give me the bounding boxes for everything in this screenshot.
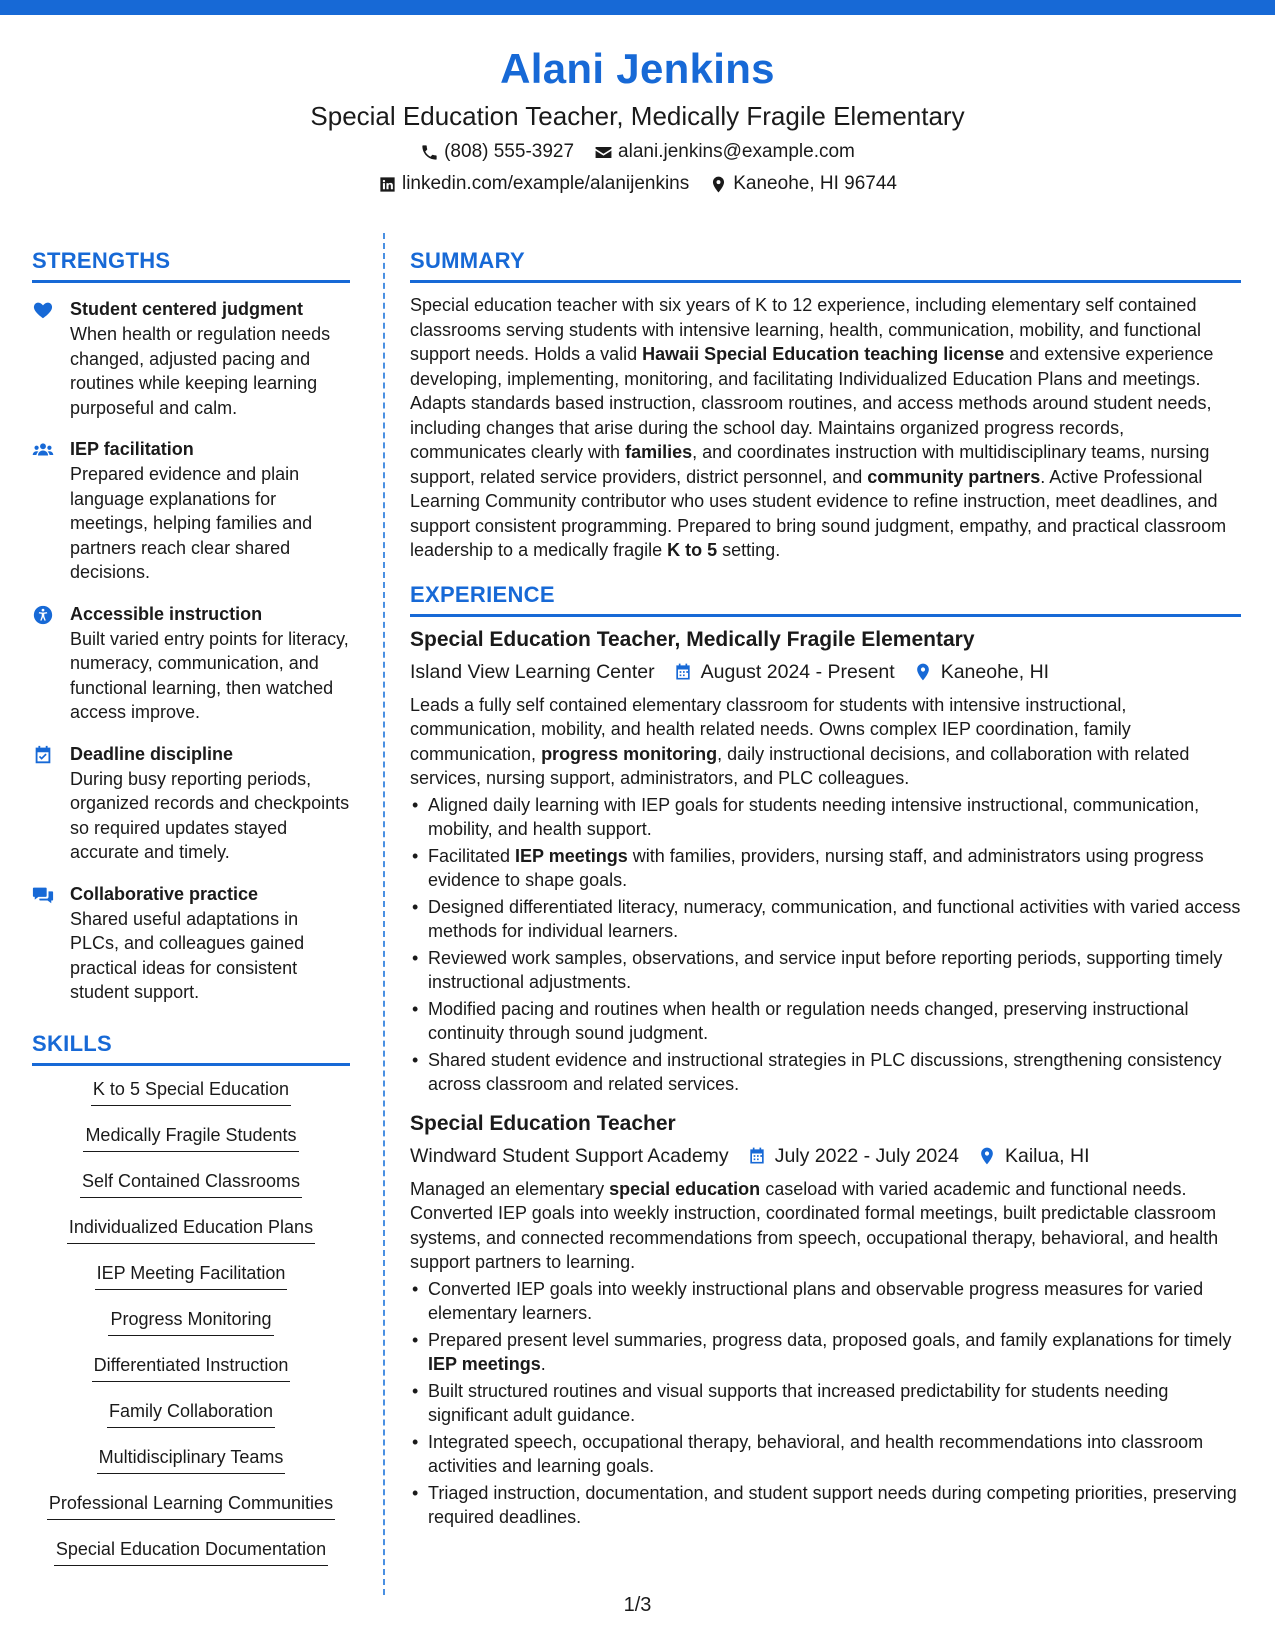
linkedin-icon — [378, 175, 397, 194]
strength-title: Deadline discipline — [70, 743, 234, 764]
linkedin-contact[interactable] — [378, 168, 689, 200]
candidate-title: Special Education Teacher, Medically Fragile Elementary — [310, 101, 965, 131]
job-dates: August 2024 - Present — [700, 660, 895, 683]
job-title: Special Education Teacher — [410, 1111, 676, 1135]
strength-item — [32, 297, 350, 420]
skill-item: Medically Fragile Students — [83, 1122, 298, 1152]
skill-item: Multidisciplinary Teams — [97, 1444, 286, 1474]
summary-heading: SUMMARY — [410, 245, 1241, 283]
experience-heading: EXPERIENCE — [410, 579, 1241, 617]
envelope-icon — [594, 143, 613, 162]
strength-title: IEP facilitation — [70, 439, 194, 459]
heart-icon — [32, 299, 54, 321]
job-title: Special Education Teacher, Medically Fragile Elementary — [410, 627, 975, 651]
top-accent-bar — [0, 0, 1275, 15]
job-bullets — [410, 793, 1241, 1097]
strength-item — [32, 882, 350, 1005]
skills-list — [32, 1076, 350, 1582]
skill-item: Professional Learning Communities — [47, 1490, 335, 1520]
strength-item — [32, 602, 350, 725]
job-location: Kaneohe, HI — [940, 660, 1050, 683]
strength-title: Collaborative practice — [70, 883, 259, 904]
bullet-item: • Prepared present level summaries, progress data, proposed goals, and family explanations for timely IEP meetings. — [410, 1328, 1241, 1377]
map-pin-icon — [913, 662, 933, 682]
job-entry — [410, 1109, 1241, 1530]
job-dates: July 2022 - July 2024 — [774, 1144, 959, 1167]
bullet-item: • Triaged instruction, documentation, and student support needs during competing priorities, preserving required deadlines. — [410, 1481, 1241, 1530]
accessibility-icon — [32, 604, 54, 626]
strength-desc: Prepared evidence and plain language explanations for meetings, helping families and partners reach clear shared decisions. — [70, 464, 313, 582]
phone-icon — [420, 143, 439, 162]
company-name: Windward Student Support Academy — [410, 1144, 729, 1167]
skill-item: Self Contained Classrooms — [80, 1168, 302, 1198]
map-pin-icon — [977, 1146, 997, 1166]
bullet-item: • Aligned daily learning with IEP goals for students needing intensive instructional, communication, mobility, and health support. — [410, 793, 1241, 842]
summary-text: Special education teacher with six years of K to 12 experience, including elementary self contained classrooms serving students with intensive learning, health, communication, mobility, and functional support needs. Holds a valid Hawaii Special Education teaching license and extensive experience developing, implementing, monitoring, and facilitating Individualized Education Plans and meetings. Adapts standards based instruction, classroom routines, and access methods around student needs, including changes that arise during the school day. Maintains organized progress records, communicates clearly with families, and coordinates instruction with multidisciplinary teams, nursing support, related service providers, district personnel, and community partners. Active Professional Learning Community contributor who uses student evidence to refine instruction, meet deadlines, and support consistent programming. Prepared to bring sound judgment, empathy, and practical classroom leadership to a medically fragile K to 5 setting. — [410, 295, 1227, 560]
calendar-icon — [673, 662, 693, 682]
strength-desc: When health or regulation needs changed, adjusted pacing and routines while keeping learning purposeful and calm. — [70, 324, 331, 418]
strength-desc: During busy reporting periods, organized records and checkpoints so required updates stayed accurate and timely. — [70, 768, 350, 862]
bullet-item: • Reviewed work samples, observations, and service input before reporting periods, supporting timely instructional adjustments. — [410, 946, 1241, 995]
job-bullets — [410, 1277, 1241, 1530]
job-meta — [410, 1141, 1241, 1171]
job-meta — [410, 657, 1241, 687]
job-description: Managed an elementary special education caseload with varied academic and functional needs. Converted IEP goals into weekly instruction, coordinated formal meetings, built predictable classroom systems, and connected recommendations from speech, occupational therapy, behavioral, and health support partners to learning. — [410, 1178, 1219, 1272]
bullet-item: • Facilitated IEP meetings with families, providers, nursing staff, and administrators using progress evidence to shape goals. — [410, 844, 1241, 893]
left-column — [32, 245, 350, 1582]
strengths-list — [32, 297, 350, 1005]
skills-heading: SKILLS — [32, 1028, 350, 1066]
skill-item: Individualized Education Plans — [67, 1214, 315, 1244]
contact-row-2 — [0, 168, 1275, 200]
phone-text: (808) 555-3927 — [444, 141, 575, 162]
bullet-item: • Modified pacing and routines when health or regulation needs changed, preserving instructional continuity through sound judgment. — [410, 997, 1241, 1046]
skill-item: Family Collaboration — [107, 1398, 275, 1428]
bullet-item: • Built structured routines and visual supports that increased predictability for students needing significant adult guidance. — [410, 1379, 1241, 1428]
email-link[interactable]: alani.jenkins@example.com — [618, 141, 855, 162]
column-divider — [383, 233, 385, 1595]
right-column — [410, 245, 1241, 1532]
map-pin-icon — [709, 175, 728, 194]
bullet-item: • Integrated speech, occupational therapy, behavioral, and health recommendations into classroom activities and learning goals. — [410, 1430, 1241, 1479]
strength-title: Accessible instruction — [70, 603, 263, 624]
email-contact[interactable] — [594, 136, 855, 168]
bullet-item: • Shared student evidence and instructional strategies in PLC discussions, strengthening consistency across classroom and related services. — [410, 1048, 1241, 1097]
contact-row-1 — [0, 136, 1275, 168]
phone-contact — [420, 136, 574, 168]
company-name: Island View Learning Center — [410, 660, 655, 683]
skill-item: Differentiated Instruction — [92, 1352, 291, 1382]
users-icon — [32, 439, 54, 461]
linkedin-link[interactable]: linkedin.com/example/alanijenkins — [401, 173, 690, 194]
page-number: 1/3 — [623, 1594, 652, 1616]
calendar-check-icon — [32, 744, 54, 766]
bullet-item: • Designed differentiated literacy, numeracy, communication, and functional activities with varied access methods for individual learners. — [410, 895, 1241, 944]
calendar-icon — [747, 1146, 767, 1166]
skill-item: IEP Meeting Facilitation — [95, 1260, 288, 1290]
comments-icon — [32, 884, 54, 906]
skill-item: K to 5 Special Education — [91, 1076, 291, 1106]
strength-desc: Built varied entry points for literacy, numeracy, communication, and functional learning, then watched access improve. — [70, 628, 349, 722]
candidate-name: Alani Jenkins — [500, 45, 775, 92]
resume-header — [0, 40, 1275, 200]
skill-item: Progress Monitoring — [108, 1306, 273, 1336]
job-location: Kailua, HI — [1004, 1144, 1090, 1167]
strength-item — [32, 742, 350, 865]
strength-item — [32, 437, 350, 585]
job-description: Leads a fully self contained elementary classroom for students with intensive instructional, communication, mobility, and health related needs. Owns complex IEP coordination, family communication, progress monitoring, daily instructional decisions, and collaboration with related services, nursing support, administrators, and PLC colleagues. — [410, 694, 1190, 788]
strength-title: Student centered judgment — [70, 299, 304, 319]
strength-desc: Shared useful adaptations in PLCs, and colleagues gained practical ideas for consistent student support. — [70, 908, 305, 1002]
location-contact — [709, 168, 897, 200]
skill-item: Special Education Documentation — [54, 1536, 328, 1566]
bullet-item: • Converted IEP goals into weekly instructional plans and observable progress measures for varied elementary learners. — [410, 1277, 1241, 1326]
strengths-heading: STRENGTHS — [32, 245, 350, 283]
location-text: Kaneohe, HI 96744 — [733, 173, 897, 194]
job-entry — [410, 625, 1241, 1097]
